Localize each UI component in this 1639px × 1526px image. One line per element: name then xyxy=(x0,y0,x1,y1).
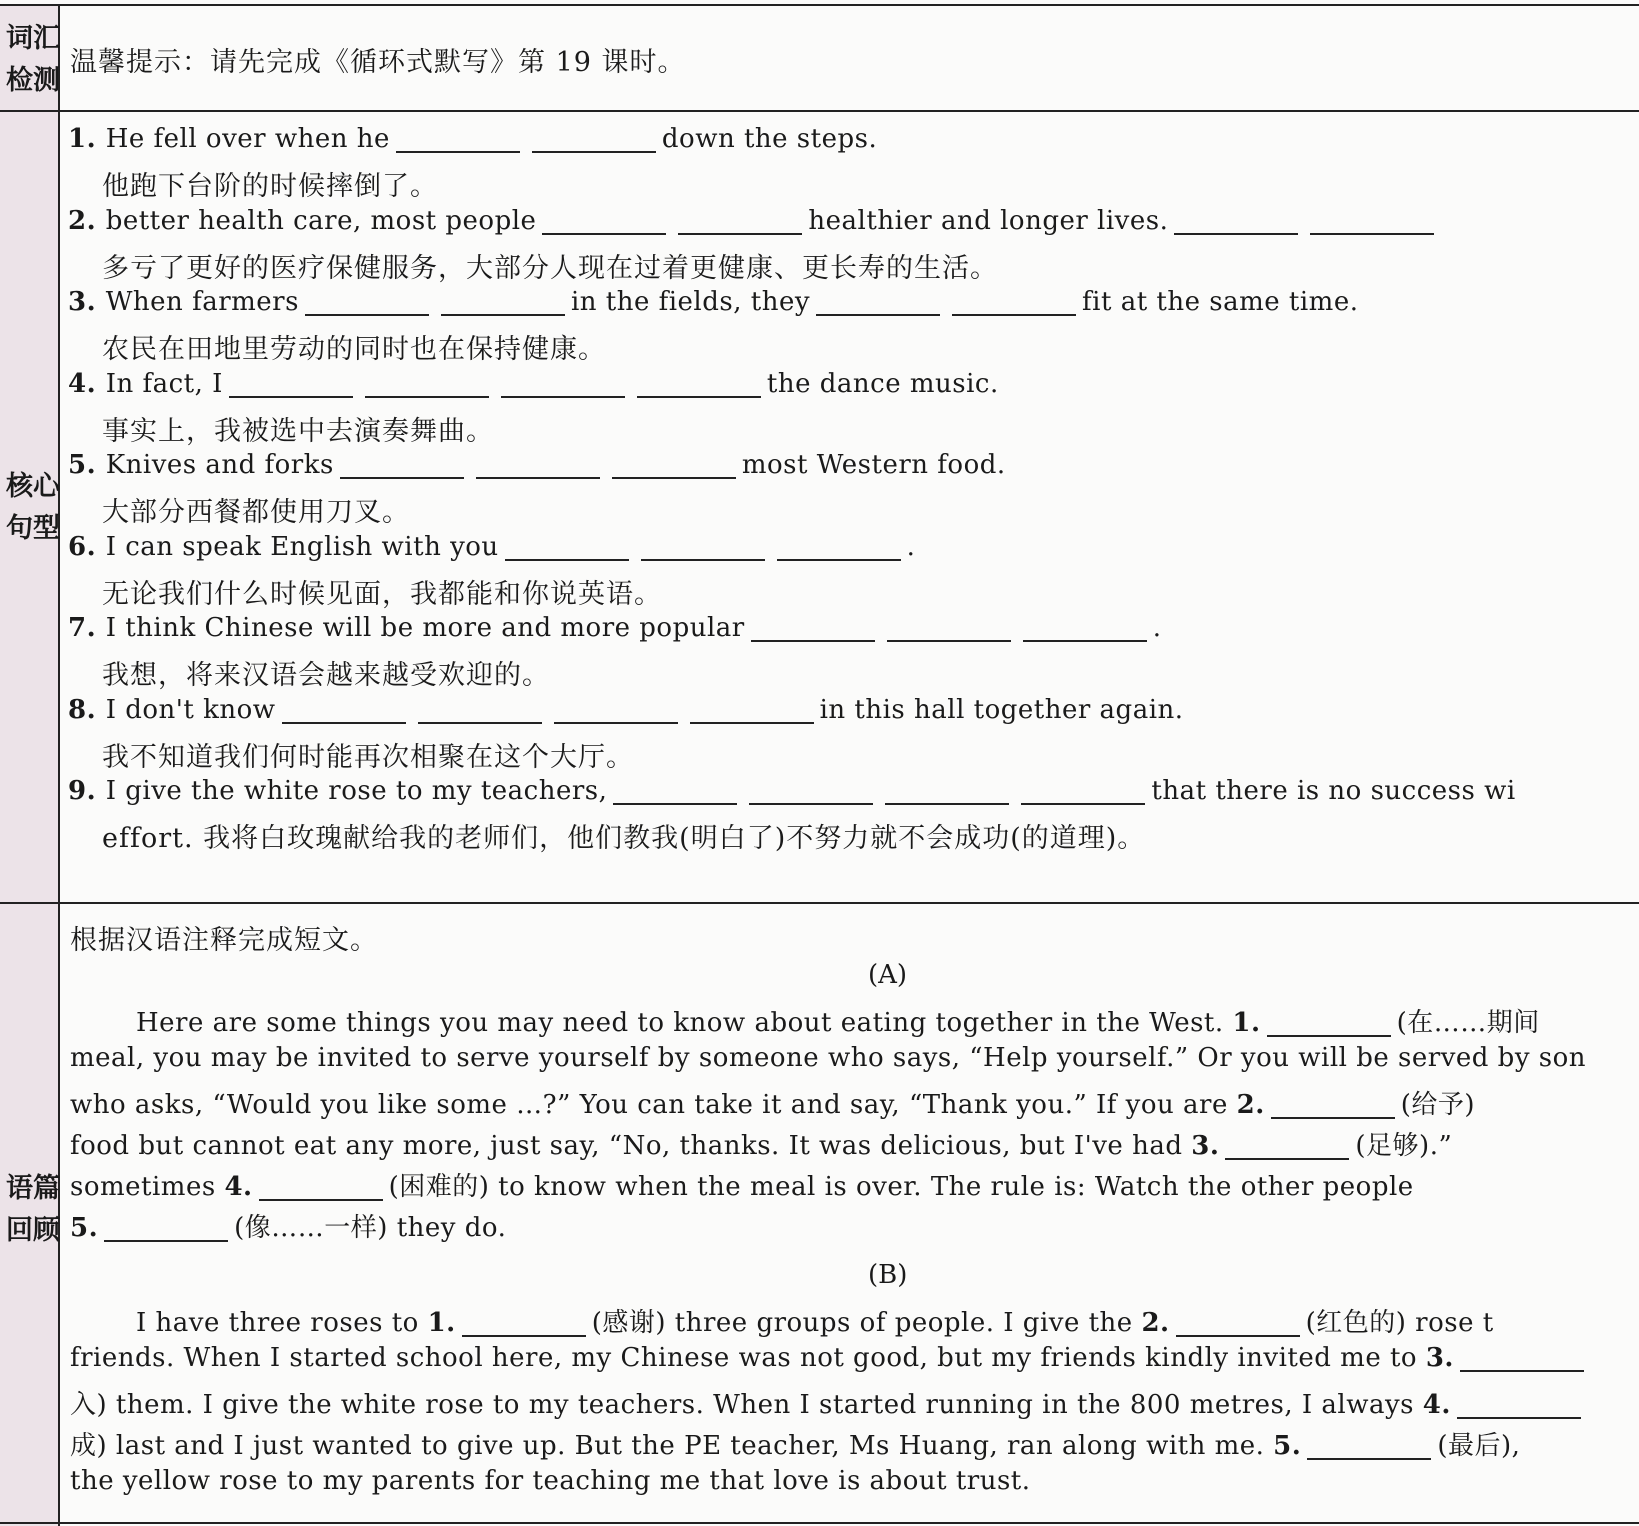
hint-text: (给予) xyxy=(1400,1090,1476,1120)
core-item-english xyxy=(68,124,877,154)
divider-2 xyxy=(0,902,1639,904)
passage-line xyxy=(70,1466,1031,1496)
core-item-chinese xyxy=(102,246,998,285)
answer-blank[interactable] xyxy=(1271,1117,1395,1119)
core-item-chinese xyxy=(102,735,634,774)
passage-text: I have three roses to xyxy=(136,1308,428,1338)
sentence-text: . xyxy=(906,531,916,562)
answer-blank[interactable] xyxy=(1267,1035,1391,1037)
blank-number: 5. xyxy=(70,1213,99,1243)
core-item-english xyxy=(68,450,1006,480)
answer-blank[interactable] xyxy=(441,314,565,316)
part-b-heading: (B) xyxy=(868,1260,908,1290)
item-number: 7. xyxy=(68,613,106,643)
chinese-translation: 我不知道我们何时能再次相聚在这个大厅。 xyxy=(102,741,634,773)
core-item-english xyxy=(68,532,915,562)
core-item-english xyxy=(68,695,1184,725)
answer-blank[interactable] xyxy=(501,396,625,398)
sentence-text: in this hall together again. xyxy=(819,694,1184,725)
core-item-english xyxy=(68,287,1358,317)
passage-line xyxy=(70,1043,1586,1073)
hint-text: (在……期间 xyxy=(1396,1008,1540,1038)
sentence-text: healthier and longer lives. xyxy=(808,205,1169,236)
answer-blank[interactable] xyxy=(532,151,656,153)
part-a-heading: (A) xyxy=(868,960,908,990)
sentence-text: most Western food. xyxy=(741,450,1006,480)
passage-line xyxy=(70,1207,506,1244)
top-border xyxy=(0,4,1639,6)
answer-blank[interactable] xyxy=(1023,640,1147,642)
sentence-text: In fact, I xyxy=(105,368,223,399)
core-item-chinese xyxy=(102,409,494,448)
sentence-text: better health care, most people xyxy=(105,205,537,236)
answer-blank[interactable] xyxy=(365,396,489,398)
chinese-translation: 多亏了更好的医疗保健服务，大部分人现在过着更健康、更长寿的生活。 xyxy=(102,252,998,284)
sentence-text: fit at the same time. xyxy=(1082,287,1359,317)
chinese-translation: 他跑下台阶的时候摔倒了。 xyxy=(102,171,438,202)
answer-blank[interactable] xyxy=(952,314,1076,316)
core-item-chinese xyxy=(102,164,438,203)
item-number: 9. xyxy=(68,776,106,806)
passage-line xyxy=(70,1343,1590,1373)
answer-blank[interactable] xyxy=(1176,1335,1300,1337)
core-item-chinese xyxy=(102,816,1145,855)
item-number: 2. xyxy=(68,205,106,236)
answer-blank[interactable] xyxy=(396,151,520,153)
answer-blank[interactable] xyxy=(229,396,353,398)
sentence-text: in the fields, they xyxy=(570,287,811,317)
sentence-text: Knives and forks xyxy=(105,450,334,480)
passage-text: sometimes xyxy=(70,1172,225,1202)
answer-blank[interactable] xyxy=(637,396,761,398)
core-item-english xyxy=(68,776,1516,806)
answer-blank[interactable] xyxy=(678,233,802,235)
passage-text: 成) last and I just wanted to give up. But the PE teacher, Ms Huang, ran along with me. xyxy=(70,1431,1274,1461)
vocab-tip: 温馨提示：请先完成《循环式默写》第 19 课时。 xyxy=(70,47,686,78)
answer-blank[interactable] xyxy=(340,477,464,479)
answer-blank[interactable] xyxy=(613,803,737,805)
answer-blank[interactable] xyxy=(887,640,1011,642)
core-item-chinese xyxy=(102,327,606,366)
answer-blank[interactable] xyxy=(476,477,600,479)
answer-blank[interactable] xyxy=(282,722,406,724)
answer-blank[interactable] xyxy=(305,314,429,316)
passage-line xyxy=(136,1302,1494,1339)
answer-blank[interactable] xyxy=(554,722,678,724)
passage-text: meal, you may be invited to serve yourself by someone who says, “Help yourself.” Or you will be served by son xyxy=(70,1043,1587,1073)
answer-blank[interactable] xyxy=(641,559,765,561)
hint-text: (感谢) three groups of people. I give the xyxy=(591,1308,1142,1338)
answer-blank[interactable] xyxy=(1307,1458,1431,1460)
core-item-english xyxy=(68,206,1440,236)
sentence-text: He fell over when he xyxy=(105,124,390,154)
item-number: 5. xyxy=(68,450,106,480)
answer-blank[interactable] xyxy=(612,477,736,479)
answer-blank[interactable] xyxy=(505,559,629,561)
blank-number: 4. xyxy=(1422,1390,1451,1420)
answer-blank[interactable] xyxy=(816,314,940,316)
core-item-english xyxy=(68,613,1161,643)
answer-blank[interactable] xyxy=(542,233,666,235)
answer-blank[interactable] xyxy=(1460,1370,1584,1372)
blank-number: 3. xyxy=(1191,1131,1220,1161)
blank-number: 3. xyxy=(1425,1343,1454,1373)
passage-line xyxy=(70,1084,1475,1121)
blank-number: 5. xyxy=(1273,1431,1302,1461)
item-number: 4. xyxy=(68,368,106,399)
core-item-chinese xyxy=(102,490,410,529)
passage-text: friends. When I started school here, my Chinese was not good, but my friends kindly invited me to xyxy=(70,1343,1426,1373)
passage-text: who asks, “Would you like some …?” You can take it and say, “Thank you.” If you are xyxy=(70,1090,1237,1120)
passage-text: Here are some things you may need to know about eating together in the West. xyxy=(136,1008,1233,1038)
section-label-vocab: 词汇 检测 xyxy=(6,23,60,96)
sentence-text: effort. xyxy=(102,823,204,854)
passage-line xyxy=(70,1125,1452,1162)
section-label-passage: 语篇 回顾 xyxy=(6,1173,60,1246)
chinese-translation: 农民在田地里劳动的同时也在保持健康。 xyxy=(102,334,606,365)
bottom-border xyxy=(0,1522,1639,1524)
answer-blank[interactable] xyxy=(777,559,901,561)
blank-number: 1. xyxy=(1232,1008,1261,1038)
hint-text: (像……一样) they do. xyxy=(234,1213,507,1243)
passage-instruction: 根据汉语注释完成短文。 xyxy=(70,925,378,956)
answer-blank[interactable] xyxy=(751,640,875,642)
sentence-text: down the steps. xyxy=(661,124,878,154)
blank-number: 1. xyxy=(427,1308,456,1338)
blank-number: 2. xyxy=(1141,1308,1170,1338)
passage-text: the yellow rose to my parents for teaching me that love is about trust. xyxy=(70,1466,1031,1496)
chinese-translation: 无论我们什么时候见面，我都能和你说英语。 xyxy=(102,578,662,610)
item-number: 3. xyxy=(68,287,106,317)
item-number: 6. xyxy=(68,531,106,562)
passage-text: 入) them. I give the white rose to my teachers. When I started running in the 800 metres, I always xyxy=(70,1390,1423,1420)
sentence-text: the dance music. xyxy=(766,368,999,399)
core-item-english xyxy=(68,369,999,399)
item-number: 8. xyxy=(68,694,106,725)
hint-text: (困难的) to know when the meal is over. The rule is: Watch the other people xyxy=(388,1172,1414,1202)
sentence-text: I can speak English with you xyxy=(105,531,499,562)
item-number: 1. xyxy=(68,124,106,154)
sentence-text: . xyxy=(1152,613,1162,643)
sentence-text: I don't know xyxy=(105,694,276,725)
answer-blank[interactable] xyxy=(690,722,814,724)
chinese-translation: 大部分西餐都使用刀叉。 xyxy=(102,497,410,528)
blank-number: 2. xyxy=(1236,1090,1265,1120)
sentence-text: that there is no success wi xyxy=(1151,776,1516,806)
passage-line xyxy=(136,1002,1540,1039)
column-divider xyxy=(58,6,60,1526)
answer-blank[interactable] xyxy=(1021,803,1145,805)
blank-number: 4. xyxy=(224,1172,253,1202)
sentence-text: When farmers xyxy=(105,287,299,317)
passage-text: food but cannot eat any more, just say, “No, thanks. It was delicious, but I've had xyxy=(70,1131,1192,1161)
answer-blank[interactable] xyxy=(418,722,542,724)
passage-line xyxy=(70,1166,1414,1203)
answer-blank[interactable] xyxy=(1225,1158,1349,1160)
divider-1 xyxy=(0,110,1639,112)
answer-blank[interactable] xyxy=(885,803,1009,805)
answer-blank[interactable] xyxy=(259,1199,383,1201)
passage-line xyxy=(70,1384,1587,1421)
core-item-chinese xyxy=(102,572,662,611)
chinese-translation: 事实上，我被选中去演奏舞曲。 xyxy=(102,415,494,447)
passage-line xyxy=(70,1425,1520,1462)
answer-blank[interactable] xyxy=(749,803,873,805)
hint-text: (最后), xyxy=(1437,1431,1521,1461)
answer-blank[interactable] xyxy=(1457,1417,1581,1419)
hint-text: (红色的) rose t xyxy=(1305,1308,1494,1338)
answer-blank[interactable] xyxy=(1310,233,1434,235)
answer-blank[interactable] xyxy=(1174,233,1298,235)
chinese-translation: 我将白玫瑰献给我的老师们，他们教我(明白了)不努力就不会成功(的道理)。 xyxy=(203,823,1146,854)
answer-blank[interactable] xyxy=(104,1240,228,1242)
answer-blank[interactable] xyxy=(462,1335,586,1337)
sentence-text: I think Chinese will be more and more popular xyxy=(105,613,745,643)
sentence-text: I give the white rose to my teachers, xyxy=(105,776,608,806)
core-item-chinese xyxy=(102,653,550,692)
hint-text: (足够).” xyxy=(1355,1131,1453,1161)
section-label-core: 核心 句型 xyxy=(6,471,60,544)
chinese-translation: 我想，将来汉语会越来越受欢迎的。 xyxy=(102,660,550,691)
